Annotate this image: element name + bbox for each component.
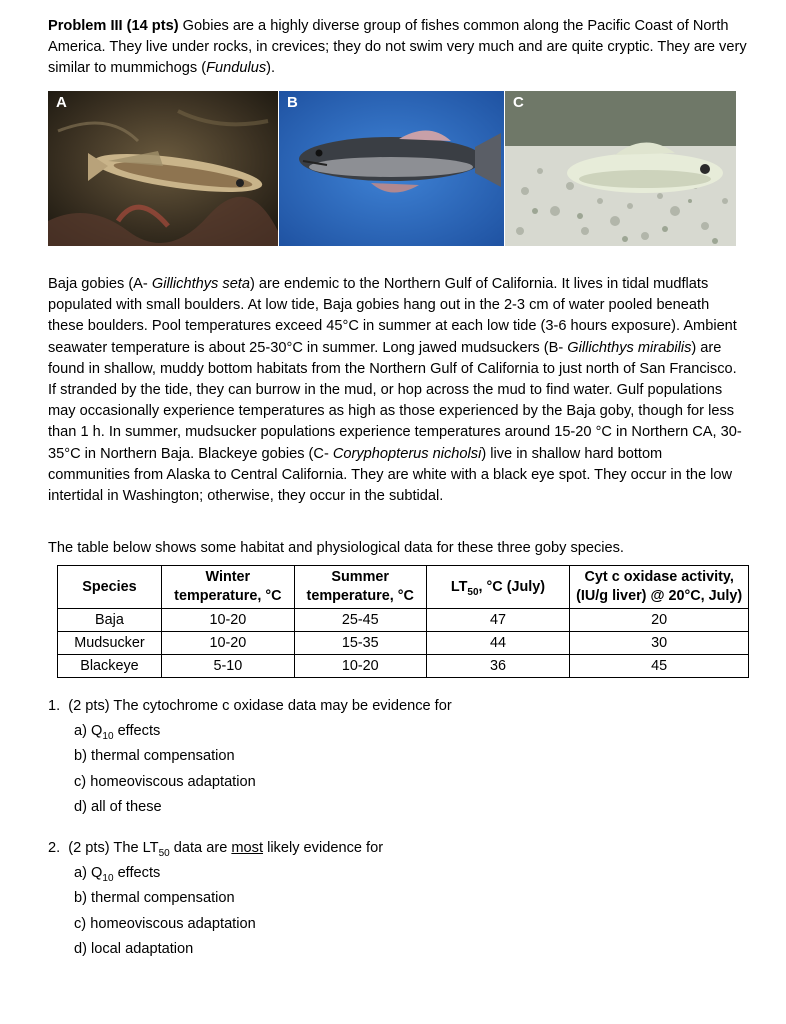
cell-lt50: 44 [426, 632, 570, 655]
question-1-option-b[interactable]: b) thermal compensation [74, 748, 235, 765]
species-name-2: Gillichthys mirabilis [567, 339, 692, 356]
problem-intro [48, 16, 748, 80]
header-summer: Summer temperature, °C [294, 566, 426, 609]
goby-photo-strip [48, 91, 736, 246]
question-2-option-c[interactable]: c) homeoviscous adaptation [74, 915, 256, 932]
cell-summer: 10-20 [294, 655, 426, 678]
intro-genus: Fundulus [206, 60, 267, 77]
question-2 [48, 838, 748, 960]
photo-label-b: B [287, 94, 298, 111]
species-name-3: Coryphopterus nicholsi [332, 445, 482, 462]
question-1-option-c[interactable]: c) homeoviscous adaptation [74, 773, 256, 790]
goby-photo-icon [279, 91, 504, 246]
photo-a [48, 91, 278, 246]
header-winter: Winter temperature, °C [161, 566, 294, 609]
table-header-row [58, 566, 749, 609]
goby-photo-icon [505, 91, 736, 246]
cell-cyt: 30 [570, 632, 749, 655]
cell-winter: 10-20 [161, 632, 294, 655]
cell-species: Baja [58, 609, 162, 632]
intro-text-1: Gobies are a highly diverse group of fishes common along the Pacific Coast of North America. They live under rocks, in crevices; they do not swim very much and are quite cryptic. They are very similar to mummichogs ( [48, 18, 747, 77]
header-cyt: Cyt c oxidase activity, (IU/g liver) @ 20°C, July) [570, 566, 749, 609]
species-name-1: Gillichthys seta [151, 276, 250, 292]
cell-species: Blackeye [58, 655, 162, 678]
cell-summer: 15-35 [294, 632, 426, 655]
question-1-option-d[interactable]: d) all of these [74, 798, 162, 815]
question-1 [48, 696, 748, 818]
photo-c [505, 91, 736, 246]
header-species: Species [58, 566, 162, 609]
question-2-stem: 2. (2 pts) The $LT_{50}$ data are most likely evidence for [48, 840, 384, 859]
question-2-option-a[interactable]: a) $Q_{10}$ effects [74, 865, 161, 885]
cell-winter: 10-20 [161, 609, 294, 632]
body-text-1: Baja gobies (A- [48, 276, 152, 292]
cell-species: Mudsucker [58, 632, 162, 655]
photo-label-a: A [56, 94, 67, 111]
intro-text-2: ). [266, 60, 276, 77]
table-row [58, 655, 749, 678]
problem-heading: Problem III (14 pts) [48, 18, 179, 34]
cell-lt50: 47 [426, 609, 570, 632]
question-2-option-b[interactable]: b) thermal compensation [74, 890, 235, 907]
cell-lt50: 36 [426, 655, 570, 678]
question-1-stem: 1. (2 pts) The cytochrome c oxidase data may be evidence for [48, 698, 452, 714]
question-1-option-a[interactable]: a) $Q_{10}$ effects [74, 723, 161, 743]
species-description [48, 274, 748, 507]
body-text-4: ) live in shallow hard bottom communities from Alaska to Central California. They are white with a black eye spot. They occur in the low intertidal in Washington; otherwise, they occur in the subtidal. [48, 445, 733, 505]
cell-summer: 25-45 [294, 609, 426, 632]
cell-cyt: 45 [570, 655, 749, 678]
table-row [58, 609, 749, 632]
habitat-data-table [57, 565, 749, 678]
body-text-3: ) are found in shallow, muddy bottom habitats from the Northern Gulf of California to just north of San Francisco. If stranded by the tide, they can burrow in the mud, or hop across the mud to find water. Gulf populations may occasionally experience temperatures as high as those experienced by the Baja goby, though for less than 1 h. In summer, mudsucker populations experience temperatures around 15-20 °C in Northern CA, 30-35°C in Northern Baja. Blackeye gobies (C- [48, 339, 742, 462]
header-lt50: $LT_{50}$, °C (July) [426, 566, 570, 609]
body-text-2: ) are endemic to the Northern Gulf of California. It lives in tidal mudflats populated with small boulders. At low tide, Baja gobies hang out in the 2-3 cm of water pooled beneath these boulders. Pool temperatures exceed 45°C in summer at each low tide (3-6 hours exposure). Ambient seawater temperature is about 25-30°C in summer. Long jawed mudsuckers (B- [48, 276, 737, 356]
cell-winter: 5-10 [161, 655, 294, 678]
table-intro: The table below shows some habitat and physiological data for these three goby species. [48, 540, 624, 556]
question-2-option-d[interactable]: d) local adaptation [74, 940, 194, 957]
photo-b [279, 91, 504, 246]
table-row [58, 632, 749, 655]
goby-photo-icon [48, 91, 278, 246]
cell-cyt: 20 [570, 609, 749, 632]
photo-label-c: C [513, 94, 524, 111]
